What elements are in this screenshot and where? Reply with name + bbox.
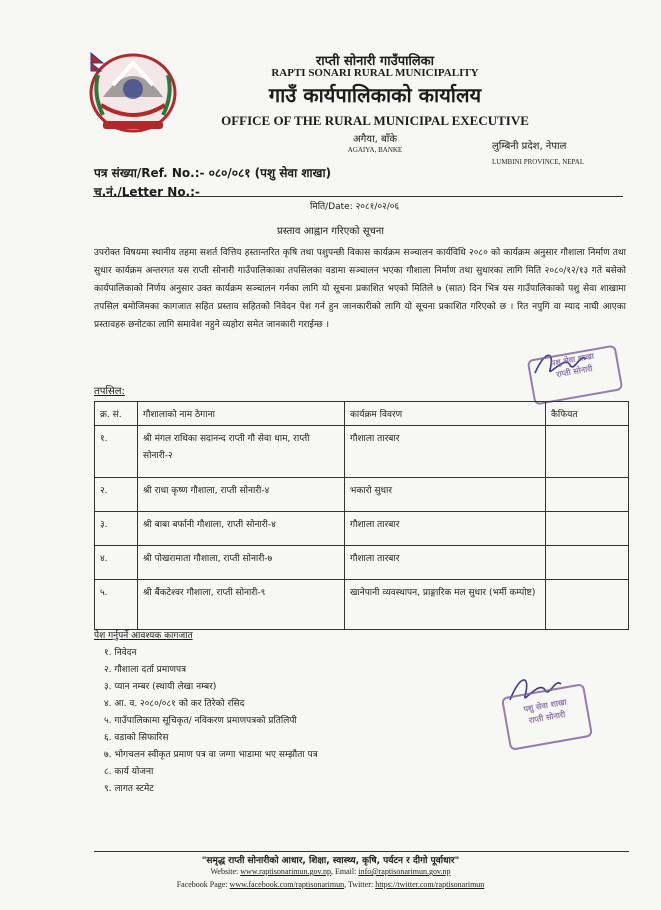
cell-program: खानेपानी व्यवस्थापन, प्राङ्गारिक मल सुधार (भर्मी कम्पोष्ट) <box>345 580 546 630</box>
table-row <box>95 512 629 546</box>
gaushala-table <box>94 401 629 630</box>
letter-date: मिति/Date: २०८१/०२/०६ <box>310 202 400 212</box>
facebook-label: Facebook Page: <box>176 880 230 889</box>
facebook-link[interactable]: www.facebook.com/raptisonarimun <box>229 880 345 889</box>
cell-sn: ३. <box>95 512 138 546</box>
footer-contact <box>0 867 661 876</box>
cell-name: श्री पोखरामाता गौशाला, राप्ती सोनारी-७ <box>138 546 345 580</box>
stamp-line: राप्ती सोनारी <box>555 363 594 380</box>
required-docs-title: पेश गर्नुपर्ने आवश्यक कागजात <box>94 631 193 641</box>
stamp-line: पशु सेवा शाखा <box>522 697 568 714</box>
municipality-name-np: राप्ती सोनारी गाउँपालिका <box>315 54 435 69</box>
cell-remark <box>546 478 629 512</box>
footer-slogan: "समृद्ध राप्ती सोनारीको आधार, शिक्षा, स्वास्थ्य, कृषि, पर्यटन र दीगो पूर्वाधार" <box>201 856 460 866</box>
list-item: ७. भोगचलन स्वीकृत प्रमाण पत्र वा जग्गा भाडामा भए सम्झौता पत्र <box>104 750 318 760</box>
col-header-name: गौशालाको नाम ठेगाना <box>138 402 345 426</box>
address-en: AGAIYA, BANKE <box>347 146 403 154</box>
stamp-line: पशु सेवा शाखा <box>550 351 595 368</box>
list-item: ६. वडाको सिफारिस <box>104 733 169 743</box>
office-name-np: गाउँ कार्यपालिकाको कार्यालय <box>268 83 482 107</box>
cell-program: भकारो सुधार <box>345 478 546 512</box>
province-en: LUMBINI PROVINCE, NEPAL <box>492 158 585 166</box>
list-item: ९. लागत स्टमेट <box>104 784 154 794</box>
footer-social <box>0 880 661 889</box>
cell-program: गौशाला तारबार <box>345 546 546 580</box>
cell-sn: २. <box>95 478 138 512</box>
municipality-name-en: RAPTI SONARI RURAL MUNICIPALITY <box>271 67 479 79</box>
cell-sn: ५. <box>95 580 138 630</box>
cell-program: गौशाला तारबार <box>345 512 546 546</box>
cell-remark <box>546 546 629 580</box>
twitter-link[interactable]: https://twitter.com/raptisonarimun <box>375 880 485 889</box>
nepal-emblem <box>83 45 183 137</box>
cell-program: गौशाला तारबार <box>345 426 546 478</box>
header-divider <box>93 196 623 197</box>
list-item: १. निवेदन <box>104 648 137 658</box>
tapasil-label: तपसिल: <box>94 386 125 397</box>
cell-name: श्री बैंकटेश्वर गौशाला, राप्ती सोनारी-९ <box>138 580 345 630</box>
letter-number: च.नं./Letter No.:- <box>94 185 200 199</box>
required-docs-list <box>104 645 318 798</box>
table-row <box>95 546 629 580</box>
cell-name: श्री मंगल राधिका सदानन्द राप्ती गौ सेवा धाम, राप्ती सोनारी-२ <box>138 426 345 478</box>
province-np: लुम्बिनी प्रदेश, नेपाल <box>492 141 567 152</box>
email-link[interactable]: info@raptisonarimun.gov.np <box>358 867 451 876</box>
address-np: अगैया, बाँके <box>353 134 397 145</box>
list-item: ५. गाउँपालिकामा सूचिकृत/ नविकरण प्रमाणपत्रको प्रतिलिपी <box>104 716 297 726</box>
footer-divider <box>94 851 629 852</box>
cell-sn: ४. <box>95 546 138 580</box>
list-item: ८. कार्य योजना <box>104 767 154 777</box>
list-item: २. गौशाला दर्ता प्रमाणपत्र <box>104 665 187 675</box>
stamp-line: राप्ती सोनारी <box>528 709 566 726</box>
cell-name: श्री राधा कृष्ण गौशाला, राप्ती सोनारी-४ <box>138 478 345 512</box>
list-item: ४. आ. व. २०८०/०८१ को कर तिरेको रसिद <box>104 699 245 709</box>
website-link[interactable]: www.raptisonarimun.gov.np <box>240 867 332 876</box>
table-header-row <box>95 402 629 426</box>
table-row <box>95 426 629 478</box>
notice-body: उपरोक्त विषयमा स्थानीय तहमा सशर्त वित्तिय हस्तान्तरित कृषि तथा पशुपन्छी विकास कार्यक्रम सञ्चालन कार्यविधि २०८० को कार्यक्रम अनुसार गौशाला निर्माण तथा सुधार कार्यक्रम अन्तरगत यस राप्ती सोनारी गाउँपालिकाका तपसिलका वडामा सञ्चालन भएका गौशाला निर्माण तथा सुधारका लागि मिति २०८०/१२/१३ गते बसेको कार्यपालिकाको निर्णय अनुसार उक्त कार्यक्रम सञ्चालन गर्नका लागि यो सूचना प्रकाशित भएको मितिले ७ (सात) दिन भित्र यस गाउँपालिकाको पशु सेवा शाखामा तपसिल बमोजिमका कागजात सहित प्रस्ताव सहितको निवेदन पेश गर्न हुन जानकारीको लागि यो सूचना प्रकाशित गरिएको छ । रित नपुगि वा म्याद नाघी आएका प्रस्तावहरु छनोटका लागि समावेश नहुने व्यहोरा समेत जानकारी गराईन्छ । <box>94 248 626 330</box>
cell-sn: १. <box>95 426 138 478</box>
notice-subject: प्रस्ताव आह्वान गरिएको सूचना <box>277 226 384 237</box>
list-item: ३. प्यान नम्बर (स्थायी लेखा नम्बर) <box>104 682 217 692</box>
table-row <box>95 580 629 630</box>
cell-name: श्री बाबा बर्फानी गौशाला, राप्ती सोनारी-४ <box>138 512 345 546</box>
website-label: Website: <box>210 867 241 876</box>
twitter-label: , Twitter: <box>344 880 376 889</box>
cell-remark <box>546 512 629 546</box>
email-label: , Email: <box>331 867 359 876</box>
col-header-sn: क्र. सं. <box>95 402 138 426</box>
col-header-program: कार्यक्रम विवरण <box>345 402 546 426</box>
reference-number: पत्र संख्या/Ref. No.:- ०८०/०८१ (पशु सेवा शाखा) <box>94 166 332 180</box>
office-name-en: OFFICE OF THE RURAL MUNICIPAL EXECUTIVE <box>221 113 529 128</box>
col-header-remark: कैफियत <box>546 402 629 426</box>
cell-remark <box>546 580 629 630</box>
table-row <box>95 478 629 512</box>
cell-remark <box>546 426 629 478</box>
